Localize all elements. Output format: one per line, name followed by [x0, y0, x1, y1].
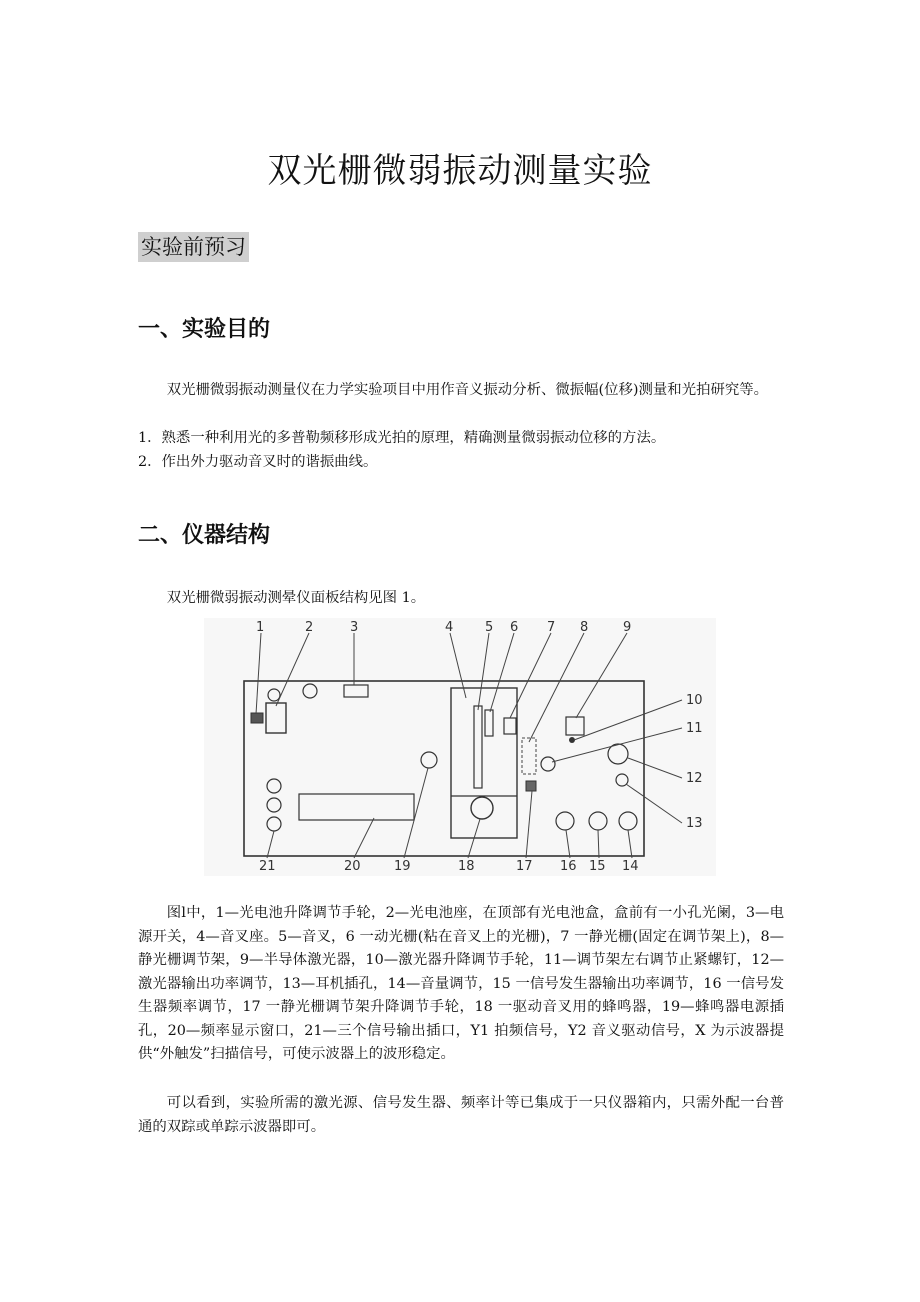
preview-tag: 实验前预习: [138, 232, 249, 262]
static-grating-knob: [526, 781, 536, 791]
purpose-intro: 双光栅微弱振动测量仪在力学实验项目中用作音义振动分析、微振幅(位移)测量和光拍研究等。: [166, 382, 769, 398]
fig-label-21: 21: [259, 859, 276, 874]
fig-label-16: 16: [560, 859, 577, 874]
structure-closing: 可以看到，实验所需的激光源、信号发生器、频率计等已集成于一只仪器箱内，只需外配一台普通的双踪或单踪示波器即可。: [138, 1095, 784, 1135]
panel-diagram: [204, 618, 716, 876]
section-heading-purpose: 一、实验目的: [138, 317, 271, 342]
purpose-item-1: 1．熟悉一种利用光的多普勒频移形成光拍的原理，精确测量微弱振动位移的方法。: [138, 430, 666, 446]
panel-diagram-svg: [204, 618, 716, 876]
fig-label-12: 12: [686, 771, 703, 786]
section-heading-structure: 二、仪器结构: [138, 523, 271, 548]
page-title: 双光栅微弱振动测量实验: [267, 151, 653, 191]
fig-label-7: 7: [547, 620, 556, 635]
fig-label-4: 4: [445, 620, 454, 635]
fig-label-18: 18: [458, 859, 475, 874]
photocell-knob: [251, 713, 263, 723]
fig-label-9: 9: [623, 620, 632, 635]
fig-label-17: 17: [516, 859, 533, 874]
purpose-item-2: 2．作出外力驱动音叉时的谐振曲线。: [138, 454, 378, 470]
fig-label-6: 6: [510, 620, 519, 635]
fig-label-10: 10: [686, 693, 703, 708]
fig-label-15: 15: [589, 859, 606, 874]
fig-label-5: 5: [485, 620, 494, 635]
fig-label-2: 2: [305, 620, 314, 635]
fig-label-19: 19: [394, 859, 411, 874]
figure-description: 图l中，1—光电池升降调节手轮，2—光电池座，在顶部有光电池盒，盒前有一小孔光阑，3—电源开关，4—音叉座。5—音叉，6 一动光栅(粘在音叉上的光栅)，7 一静光栅(固定在调节架上)，8—静光栅调节架，9—半导体激光器，10—激光器升降调节手轮，11—调节架左右调节止紧螺钉，12—激光器输出功率调节，13—耳机插孔，14—音量调节，15 一信号发生器输出功率调节，16 一信号发生器频率调节，17 一静光栅调节架升降调节手轮，18 一驱动音叉用的蜂鸣器，19—蜂鸣器电源插孔，20—频率显示窗口，21—三个信号输出插口，Y1 拍频信号，Y2 音义驱动信号，X 为示波器提供“外触发”扫描信号，可使示波器上的波形稳定。: [138, 905, 784, 1062]
fig-label-20: 20: [344, 859, 361, 874]
fig-label-3: 3: [350, 620, 359, 635]
fig-label-14: 14: [622, 859, 639, 874]
fig-label-13: 13: [686, 816, 703, 831]
fig-label-11: 11: [686, 721, 703, 736]
structure-intro: 双光栅微弱振动测晕仪面板结构见图 1。: [166, 590, 426, 606]
fig-label-1: 1: [256, 620, 265, 635]
fig-label-8: 8: [580, 620, 589, 635]
